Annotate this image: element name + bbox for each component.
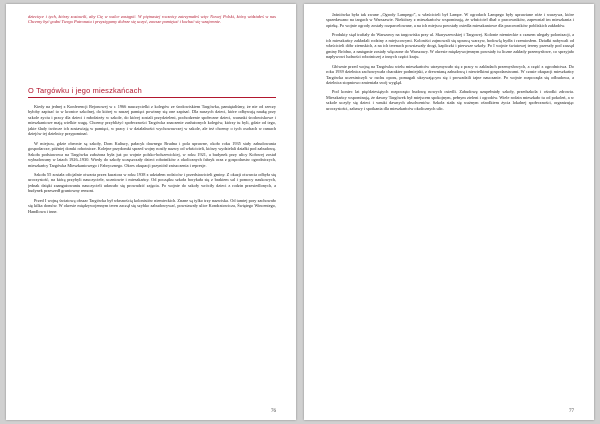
paragraph: Jaśniówka była tak zwane „Ogrody Lampego”, u właścicieli był Lampe. W ogrodach Lampego były uprawiane róże i warzywa, które sprzedawano na targach w Warszawie. Niektórzy z mieszkańców wspominają, że właściciel dbał o pracowników, zapewniał im mieszkania i opiekę. Po wojnie ogrody zostały rozparcelowane, a na ich miejscu powstały osiedla mieszkaniowe dla pracowników pobliskich zakładów. [326,12,574,28]
paragraph: Przed I wojną światową obszar Targówka był własnością kolonistów niemieckich. Znane są tylko trzy nazwiska. Od tamtej pory zachowało się kilka domów. W okresie międzywojennym teren zaczął się szybko zabudowywać, powstawały ulice Kondratowicza, Świętego Wincentego, Handlowa i inne. [28,197,276,214]
intro-text: dziecięce i tych, którzy zostawili, aby Cię w walce zastąpić. W piętnastej rocznicy zatrzymałeś więc Nowej Polski, którą widziałeś w nas Chcemy być godni Twego Patronatu i przysięgamy dobrze się uczyć, zawsze pamiętać i kochać się wzajemnie. [28,14,276,25]
left-page [6,4,296,420]
paragraph: Kiedy na jednej z Konferencji Rejonowej w r. 1966 nauczycielki z kolegów ze środowiskiem Targówka, pamiętaliśmy, że nie od rzeczy byłoby zapisać to w kronice szkolnej, do której w naszej pamięci powinny się one zapisać. Dla naszych dzieci, które odbywają naukę przy szkole zyciu i pracy dla dzieci i młodzieży w szkole, do której zostali przydzieleni, pochodzenie społeczne dzieci, warunki środowiskowe i mieszkaniowe mają wielkie wagę. Chcemy przybliżyć społeczności Targówka znaczenie zasłużonych kolegów, którzy tu byli, gdzie od tego, jakie ślady twórcze ich zostawiają w pamięci, w pracy i w działalności wychowawczej w szkole, ale też chcemy o tych osobach w ramach dziejów tej dzielnicy przypominać. [28,104,276,137]
book-spread [6,4,594,420]
section-heading: O Targówku i jego mieszkańcach [28,86,276,98]
paragraph: W miejscu, gdzie obecnie są szkoły, Dom Kultury, pałacyk dawnego Brudna i pola uprawne, około roku 1935 stały zabudowania gospodarcze, później domki robotnicze. Kolejne przydomki sprzed wojny nosiły nazwy od właścicieli, którzy wydzielali działki pod zabudowę. Szkoła podstawowa na Targówku założona była już po wojnie polsko-bolszewickiej, w roku 1921, a budynek przy ulicy Kołowej został wybudowany w latach 1926–1930. Wtedy do szkoły uczęszczały dzieci robotników z okolicznych fabryk oraz z gospodarstw ogrodniczych, mieszkańcy Targówka Mieszkaniowego i Fabrycznego. Okres okupacji przyniósł zniszczenia i represje. [28,140,276,168]
page-number: 76 [271,409,276,414]
right-body-text [326,12,574,400]
paragraph: Pod koniec lat pięćdziesiątych rozpoczęto budowę nowych osiedli. Zabudowę uzupełniały szkoły, przedszkola i ośrodki zdrowia. Mieszkańcy wspominają, że dawny Targówek był miejscem spokojnym, pełnym zieleni i ogrodów. Wiele rodzin mieszkało tu od pokoleń, a w szkole uczyły się dzieci i wnuki dawnych absolwentów. Szkoła stała się ważnym ośrodkiem życia lokalnej społeczności, organizując uroczystości, zabawy i spotkania dla mieszkańców okolicznych ulic. [326,89,574,111]
left-body-text [28,104,276,402]
right-page [304,4,594,420]
paragraph: Głównie przed wojną na Targówku wielu mieszkańców utrzymywało się z pracy w zakładach przemysłowych, a część z ogrodnictwa. Do roku 1939 dzielnica zachowywała charakter podmiejski, z drewnianą zabudową i niewielkimi gospodarstwami. W czasie okupacji mieszkańcy Targówka uczestniczyli w ruchu oporu, pomagali ukrywającym się i prowadzili tajne nauczanie. Po wojnie rozpoczęła się odbudowa, a dzielnica stopniowo zmieniała swój wygląd. [326,63,574,85]
paragraph: Szkoła 55 została oficjalnie otwarta przez kuratora w roku 1938 z udziałem rodziców i przedstawicieli gminy. Z okazji otwarcia odbyła się uroczystość, na którą przybyli nauczyciele, uczniowie i mieszkańcy. Od początku szkoła borykała się z brakiem sal i pomocy naukowych, jednak dzięki zaangażowaniu nauczycieli udawało się prowadzić zajęcia. Po wojnie do szkoły wróciły dzieci z rodzin przesiedlonych, a budynek przeszedł gruntowny remont. [28,171,276,194]
paragraph: Produkty stąd trafiały do Warszawy na targowiska przy ul. Skaryszewskiej i Targowej. Kolonie niemieckie z czasem ulegały polonizacji, a ich mieszkańcy zakładali rodziny z miejscowymi. Koloniści zajmowali się uprawą warzyw, hodowlą bydła i rzemiosłem. Działki nabywali od właścicieli dóbr ziemskich, a na ich terenach powstawały drogi, kapliczki i pierwsze szkoły. Po I wojnie światowej tereny przeszły pod zarząd gminy Bródno, a następnie zostały włączone do Warszawy. W okresie międzywojennym powstały tu liczne zakłady przemysłowe, co sprzyjało napływowi ludności robotniczej z innych części kraju. [326,32,574,60]
page-number: 77 [569,409,574,414]
